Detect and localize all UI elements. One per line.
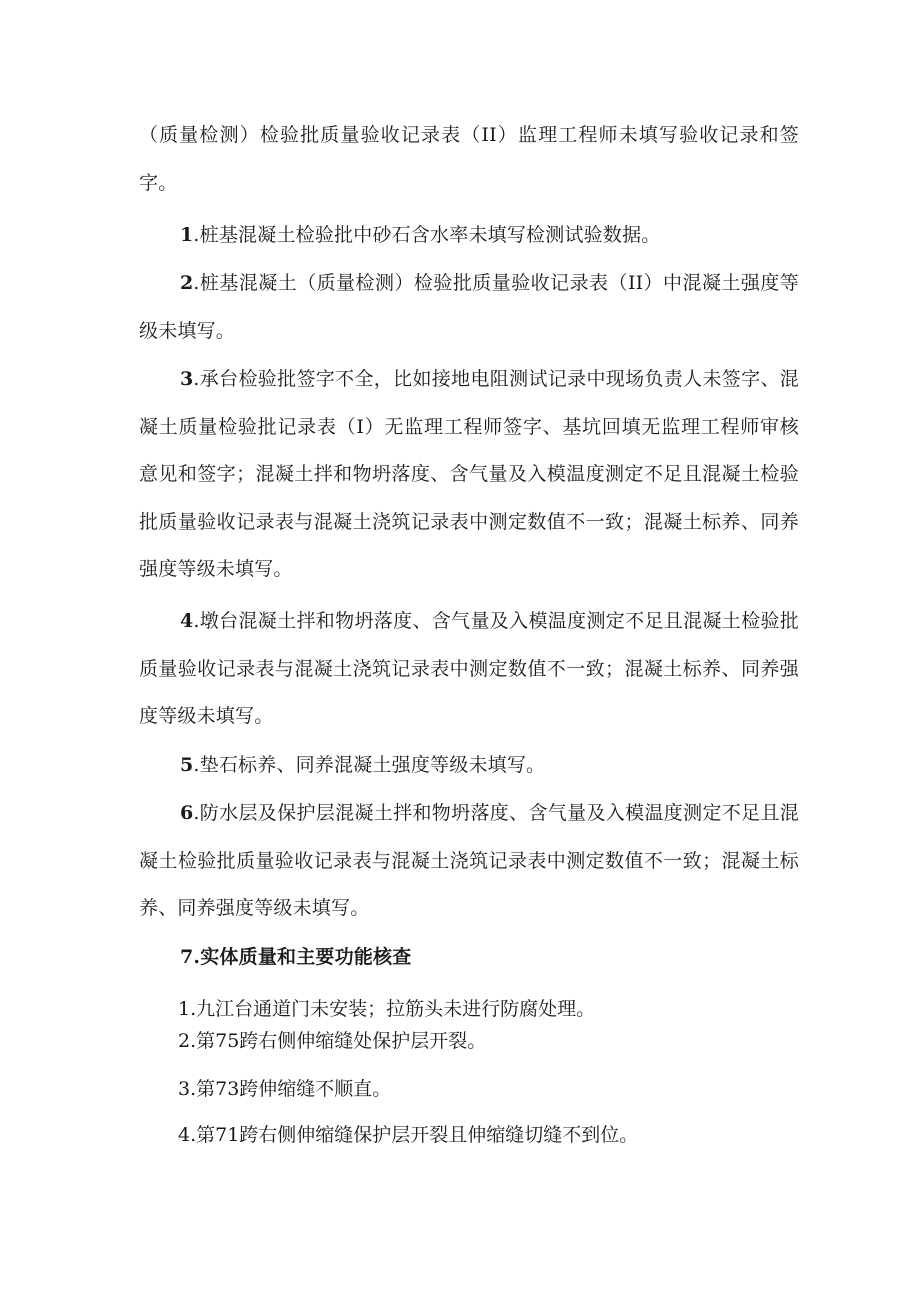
item-number: 4: [180, 610, 194, 632]
paragraph-continuation: [139, 112, 799, 207]
sub-item-4: [178, 1120, 798, 1150]
paragraph-text: （质量检测）检验批质量验收记录表（II）监理工程师未填写验收记录和签字。: [139, 124, 799, 194]
sub-item-text: .九江台通道门未安装；拉筋头未进行防腐处理。: [190, 998, 596, 1020]
item-number: 3: [180, 368, 194, 390]
list-item-4: [139, 598, 799, 741]
heading-text: .实体质量和主要功能核查: [193, 946, 412, 968]
item-number: 2: [180, 272, 194, 294]
item-text: .防水层及保护层混凝土拌和物坍落度、含气量及入模温度测定不足且混凝土检验批质量验收记录表与混凝土浇筑记录表中测定数值不一致；混凝土标养、同养强度等级未填写。: [139, 802, 799, 919]
sub-item-number: 4: [178, 1124, 191, 1146]
item-text: .墩台混凝土拌和物坍落度、含气量及入模温度测定不足且混凝土检验批质量验收记录表与混凝土浇筑记录表中测定数值不一致；混凝土标养、同养强度等级未填写。: [139, 610, 799, 727]
sub-item-1: [178, 994, 798, 1024]
sub-item-3: [178, 1074, 798, 1104]
item-number: 7: [180, 946, 194, 968]
item-text: .桩基混凝土检验批中砂石含水率未填写检测试验数据。: [193, 224, 661, 246]
item-text: .垫石标养、同养混凝土强度等级未填写。: [193, 754, 546, 776]
item-number: 1: [180, 224, 194, 246]
list-item-3: [139, 356, 799, 594]
sub-item-2: [178, 1026, 798, 1056]
list-item-2: [139, 260, 799, 355]
item-number: 6: [180, 802, 194, 824]
section-heading-7: [139, 934, 799, 982]
sub-item-number: 3: [178, 1078, 191, 1100]
sub-item-number: 1: [178, 998, 191, 1020]
list-item-5: [139, 742, 799, 790]
sub-item-number: 2: [178, 1030, 191, 1052]
list-item-1: [139, 212, 799, 260]
list-item-6: [139, 790, 799, 933]
item-number: 5: [180, 754, 194, 776]
item-text: .承台检验批签字不全，比如接地电阻测试记录中现场负责人未签字、混凝土质量检验批记录表（I）无监理工程师签字、基坑回填无监理工程师审核意见和签字；混凝土拌和物坍落度、含气量及入模温度测定不足且混凝土检验批质量验收记录表与混凝土浇筑记录表中测定数值不一致；混凝土标养、同养强度等级未填写。: [139, 368, 799, 580]
item-text: .桩基混凝土（质量检测）检验批质量验收记录表（II）中混凝土强度等级未填写。: [139, 272, 799, 342]
sub-item-text: .第73跨伸缩缝不顺直。: [190, 1078, 392, 1100]
sub-item-text: .第71跨右侧伸缩缝保护层开裂且伸缩缝切缝不到位。: [190, 1124, 639, 1146]
sub-item-text: .第75跨右侧伸缩缝处保护层开裂。: [190, 1030, 487, 1052]
